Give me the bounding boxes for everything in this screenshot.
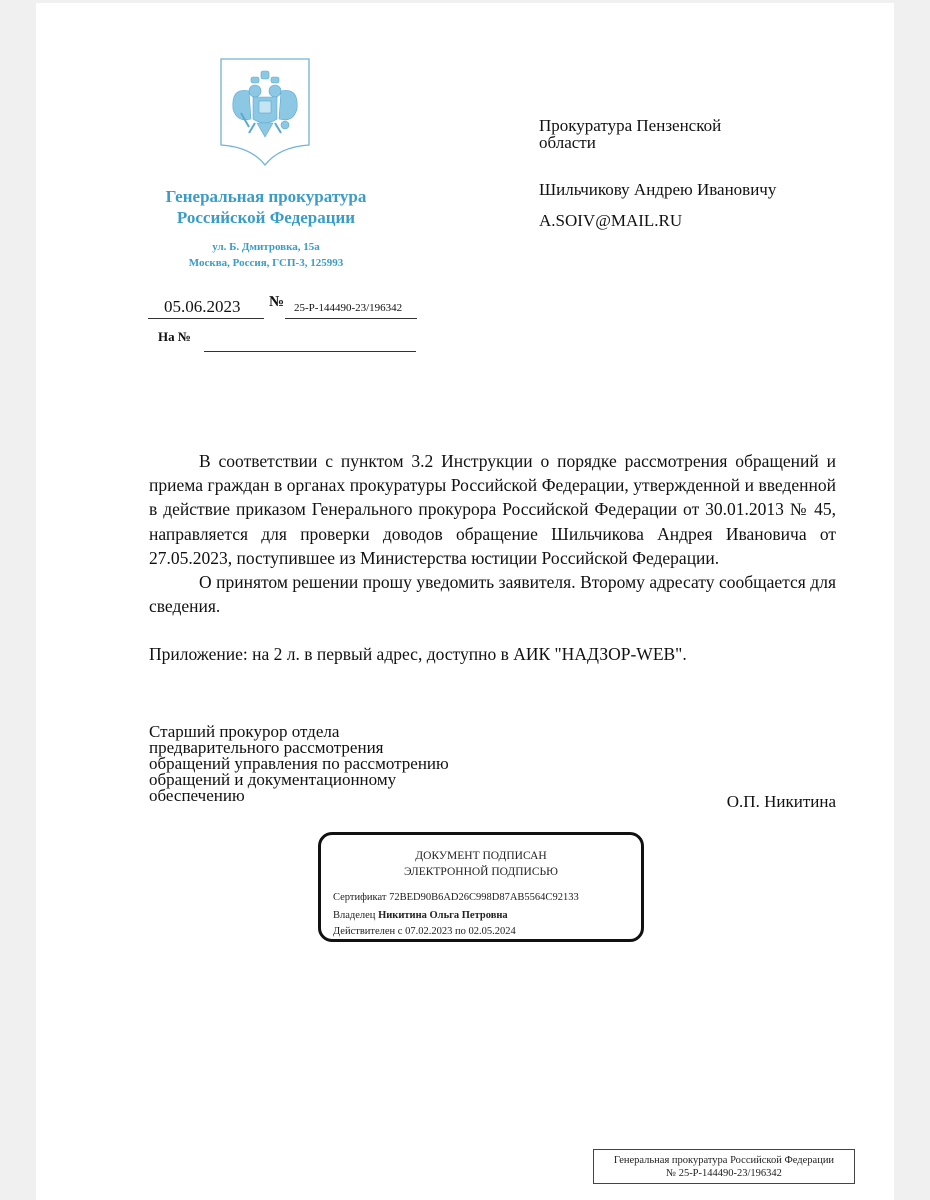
valid-to-label: по	[454, 926, 466, 937]
org-name-line1: Генеральная прокуратура	[165, 187, 367, 206]
position-line: обращений и документационному	[149, 770, 397, 789]
addressee-person: Шильчикову Андрею Ивановичу	[539, 180, 777, 199]
owner-value: Никитина Ольга Петровна	[378, 910, 508, 921]
stamp-certificate	[333, 892, 579, 903]
addressee-email: A.SOIV@MAIL.RU	[539, 211, 683, 230]
valid-label: Действителен с	[333, 926, 403, 937]
attachment-note: Приложение: на 2 л. в первый адрес, доступно в АИК "НАДЗОР-WEB".	[149, 644, 687, 665]
addressee-organization	[539, 117, 849, 151]
number-underline	[285, 318, 417, 319]
position-line: предварительного рассмотрения	[149, 738, 384, 757]
organization-address	[136, 239, 396, 271]
addressee-org-line2: области	[539, 133, 596, 152]
position-line: Старший прокурор отдела	[149, 722, 340, 741]
document-number: 25-Р-144490-23/196342	[294, 302, 403, 314]
reference-underline	[204, 351, 416, 352]
owner-label: Владелец	[333, 910, 376, 921]
address-line1: ул. Б. Дмитровка, 15а	[212, 241, 320, 253]
position-line: обращений управления по рассмотрению	[149, 754, 449, 773]
address-line2: Москва, Россия, ГСП-3, 125993	[188, 257, 344, 269]
reference-label: На №	[158, 329, 191, 344]
stamp-owner	[333, 910, 508, 921]
russian-coat-of-arms-icon	[219, 57, 311, 167]
organization-name	[136, 186, 396, 228]
org-name-line2: Российской Федерации	[176, 208, 356, 227]
stamp-title-line2: ЭЛЕКТРОННОЙ ПОДПИСЬЮ	[404, 866, 558, 878]
electronic-signature-stamp	[318, 832, 644, 942]
addressee-block	[539, 117, 849, 231]
body-paragraph-2: О принятом решении прошу уведомить заявителя. Второму адресату сообщается для сведения.	[149, 572, 836, 617]
document-date: 05.06.2023	[164, 297, 241, 316]
signatory-name: О.П. Никитина	[726, 792, 836, 811]
document-page	[36, 3, 894, 1200]
valid-to: 02.05.2024	[468, 926, 516, 937]
stamp-validity	[333, 926, 516, 937]
letter-body	[149, 449, 836, 667]
footer-registration-box	[593, 1149, 855, 1184]
body-paragraph-1: В соответствии с пунктом 3.2 Инструкции о порядке рассмотрения обращений и приема граждан в органах прокуратуры Российской Федерации, утвержденной и введенной в действие приказом Генерального прокурора Российской Федерации от 30.01.2013 № 45, направляется для проверки доводов обращение Шильчикова Андрея Ивановича от 27.05.2023, поступившее из Министерства юстиции Российской Федерации.	[149, 451, 836, 568]
number-sign: №	[269, 294, 285, 310]
footer-line2: № 25-Р-144490-23/196342	[666, 1168, 782, 1179]
stamp-title	[321, 848, 641, 880]
certificate-value: 72BED90B6AD26C998D87AB5564C92133	[389, 892, 579, 903]
date-underline	[148, 318, 264, 319]
addressee-org-line1: Прокуратура Пензенской	[539, 116, 722, 135]
footer-line1: Генеральная прокуратура Российской Федерации	[613, 1155, 835, 1166]
position-line: обеспечению	[149, 786, 245, 805]
stamp-title-line1: ДОКУМЕНТ ПОДПИСАН	[415, 850, 547, 862]
certificate-label: Сертификат	[333, 892, 387, 903]
valid-from: 07.02.2023	[405, 926, 453, 937]
